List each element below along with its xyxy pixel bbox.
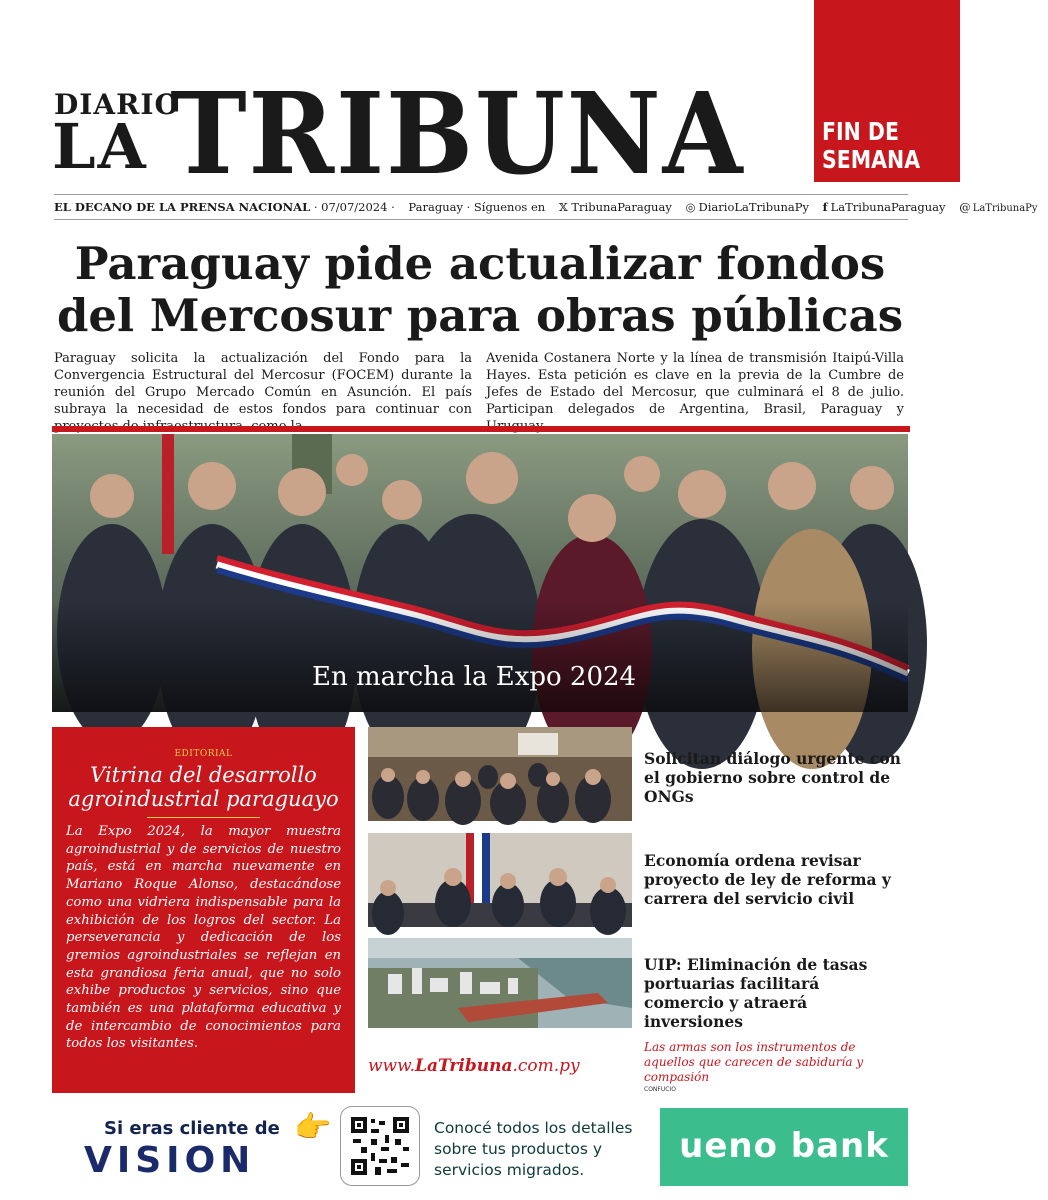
news-thumbnail-2[interactable] [368,833,632,927]
section-divider [52,426,910,432]
x-handle-link[interactable]: 𝕏 TribunaParaguay [558,200,672,214]
editorial-title-rule [147,817,260,818]
ad-description: Conocé todos los detalles sobre tus productos y servicios migrados. [434,1119,633,1179]
location-follow: Paraguay · Síguenos en [408,200,546,214]
website-name: LaTribuna [415,1056,513,1076]
news-thumbnail-1[interactable] [368,727,632,821]
news-headline-3[interactable]: UIP: Eliminación de tasas portuarias facilitará comercio y atraerá inversiones [644,955,868,1031]
lead-headline-line1: Paraguay pide actualizar fondos [74,237,886,290]
motto: EL DECANO DE LA PRENSA NACIONAL [54,200,311,214]
news-headline-1[interactable]: Solicitan diálogo urgente con el gobierno sobre control de ONGs [644,749,901,806]
website-suffix: .com.py [512,1056,580,1076]
masthead-info-strip [54,194,1038,220]
issue-date: · 07/07/2024 · [313,200,395,214]
qr-code[interactable] [340,1106,420,1186]
editorial-box[interactable] [52,727,355,1093]
threads-handle: LaTribunaPy [972,203,1038,214]
editorial-title: Vitrina del desarrollo agroindustrial paraguayo [68,763,339,811]
website-link[interactable] [368,1056,580,1076]
hero-photo[interactable] [52,434,908,712]
editorial-body: La Expo 2024, la mayor muestra agroindustrial y de servicios de nuestro país, está en marcha nuevamente en Mariano Roque Alonso, destacándose como una vidriera indispensable para la exhibición de los logros del sector. La perseverancia y dedicación de los gremios agroindustriales se reflejan en esta grandiosa feria anual, que no solo exhibe productos y servicios, sino que también es una plataforma educativa y de intercambio de conocimientos para todos los visitantes. [66,824,341,1052]
meeting-room-photo [368,727,632,821]
edition-label [822,118,929,174]
threads-icon: @ [959,200,971,214]
ad-vision-logo: VISION [84,1140,256,1181]
lead-lede-column-2: Avenida Costanera Norte y la línea de transmisión Itaipú-Villa Hayes. Esta petición es clave en la previa de la Cumbre de Jefes de Estado del Mercosur, que culminará el 8 de julio. Participan delegados de Argentina, Brasil, Paraguay y [486,351,904,417]
instagram-icon: ◎ [685,200,696,214]
facebook-handle: LaTribunaParaguay [830,200,946,214]
website-prefix: www. [368,1056,416,1076]
news-thumbnail-3[interactable] [368,938,632,1028]
quote-text: Las armas son los instrumentos de aquellos que carecen de sabiduría y compasión [644,1040,864,1084]
threads-link[interactable] [959,200,1037,214]
pointing-hand-icon: 👉 [294,1110,332,1145]
news-headline-2[interactable]: Economía ordena revisar proyecto de ley de reforma y carrera del servicio civil [644,851,891,908]
lead-headline[interactable] [30,238,930,342]
editorial-kicker: EDITORIAL [174,749,233,759]
ueno-bank-logo: ueno bank [679,1126,889,1166]
edition-label-line1: FIN DE [822,117,899,146]
facebook-link[interactable] [823,200,946,214]
instagram-link[interactable] [685,200,809,214]
ad-vision-intro: Si eras cliente de [104,1118,280,1139]
edition-label-line2: SEMANA [822,145,921,174]
masthead-tribuna: TRIBUNA [170,69,745,200]
hero-photo-illustration [52,434,908,712]
qr-code-icon [341,1107,419,1185]
masthead-diario: DIARIO [54,88,180,121]
lead-headline-line2: del Mercosur para obras públicas [56,289,904,342]
quote-author: CONFUCIO [644,1086,676,1093]
ueno-bank-ad[interactable] [660,1108,908,1186]
hero-caption: En marcha la Expo 2024 [312,662,637,692]
lead-lede-column-1: Paraguay solicita la actualización del Fondo para la Convergencia Estructural del Mercosur (FOCEM) durante la reunión del Grupo Mercado Común en Asunción. El país subraya la necesidad de estos fondos para continuar con [54,351,472,417]
press-conference-photo [368,833,632,927]
instagram-handle: DiarioLaTribunaPy [698,200,809,214]
port-aerial-photo [368,938,632,1028]
masthead-la: LA [52,110,148,183]
facebook-icon: f [822,200,828,214]
